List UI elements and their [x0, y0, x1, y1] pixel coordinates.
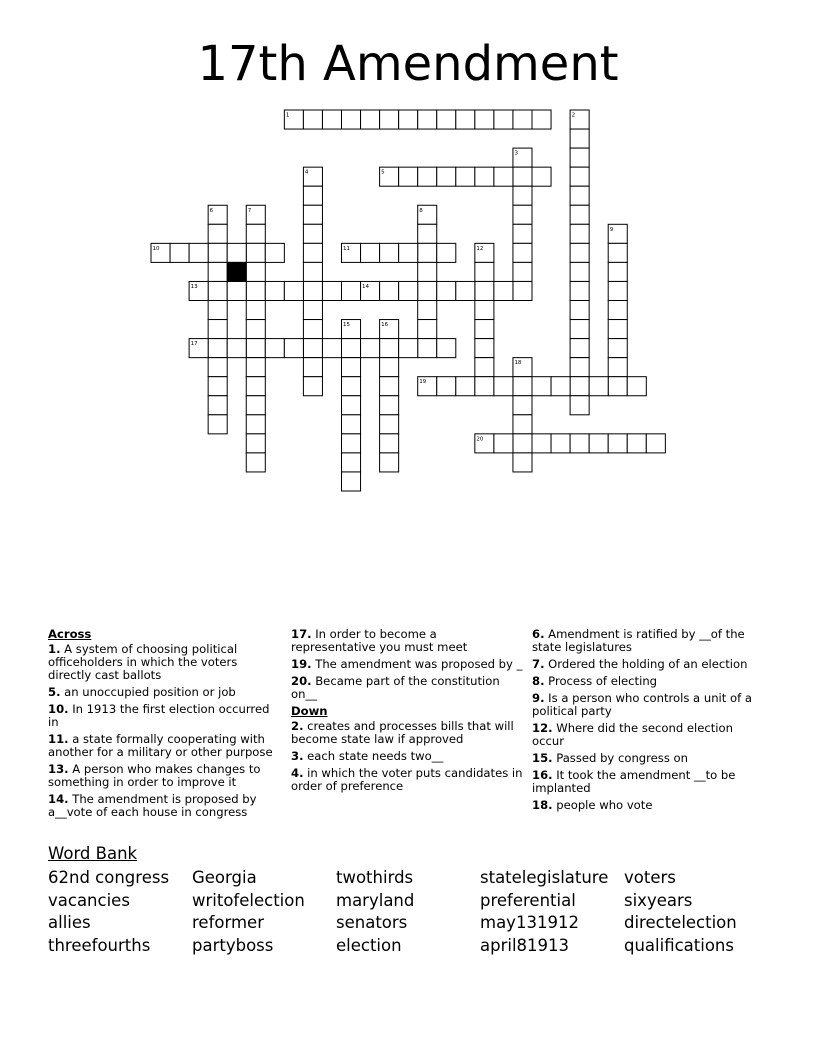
crossword-grid: [0, 0, 816, 500]
word-bank-item: may131912: [480, 913, 579, 933]
clue-number: 6: [209, 207, 214, 214]
grid-cell[interactable]: [380, 396, 399, 415]
grid-cell[interactable]: [513, 453, 532, 472]
clue-item: 1. A system of choosing political officeholders in which the voters directly cast ballots: [48, 642, 238, 682]
grid-cell[interactable]: [513, 377, 532, 396]
clue-number: 15: [343, 322, 350, 329]
grid-cell[interactable]: [380, 377, 399, 396]
grid-cell[interactable]: [208, 377, 227, 396]
clue-item: 4. in which the voter puts candidates in order of preference: [291, 766, 523, 793]
clue-number: 14: [362, 283, 370, 290]
grid-cell[interactable]: [418, 224, 437, 243]
grid-cell[interactable]: [513, 243, 532, 262]
grid-cell[interactable]: [513, 205, 532, 224]
clue-number: 10: [152, 245, 160, 252]
grid-cell[interactable]: [570, 358, 589, 377]
grid-cell[interactable]: [303, 186, 322, 205]
clue-number: 16: [381, 322, 389, 329]
grid-cell[interactable]: [608, 262, 627, 281]
word-bank-item: Georgia: [192, 868, 257, 887]
grid-cell[interactable]: [246, 415, 265, 434]
grid-cell[interactable]: [570, 434, 589, 453]
word-bank-item: vacancies: [48, 890, 130, 910]
grid-cell[interactable]: [551, 377, 570, 396]
grid-cell[interactable]: [322, 110, 341, 129]
grid-cell[interactable]: [532, 167, 551, 186]
grid-cell[interactable]: [513, 396, 532, 415]
grid-cell[interactable]: [494, 281, 513, 300]
clues-column-down: [532, 628, 768, 816]
clue-item: 11. a state formally cooperating with another for a military or other purpose: [48, 732, 273, 759]
clue-number: 19: [419, 379, 427, 386]
word-bank-item: voters: [624, 868, 676, 887]
down-heading: Down: [291, 704, 328, 718]
grid-cell[interactable]: [513, 262, 532, 281]
clue-item: 18. people who vote: [532, 798, 653, 812]
grid-cell[interactable]: [475, 262, 494, 281]
word-bank-item: twothirds: [336, 868, 414, 887]
clue-number: 17: [190, 341, 198, 348]
clue-item: 16. It took the amendment __to be implanted: [532, 768, 736, 795]
grid-cell[interactable]: [246, 301, 265, 320]
grid-cell[interactable]: [303, 262, 322, 281]
grid-cell[interactable]: [342, 434, 361, 453]
grid-cell[interactable]: [265, 339, 284, 358]
grid-cell[interactable]: [246, 453, 265, 472]
grid-cell[interactable]: [570, 281, 589, 300]
word-bank-item: maryland: [336, 890, 415, 910]
across-heading: Across: [48, 627, 92, 641]
clue-item: 17. In order to become a representative you must meet: [291, 627, 468, 654]
grid-cell[interactable]: [342, 453, 361, 472]
clue-number: 9: [609, 226, 614, 233]
grid-cell[interactable]: [246, 243, 265, 262]
grid-cell[interactable]: [342, 415, 361, 434]
grid-cell[interactable]: [513, 110, 532, 129]
grid-cell[interactable]: [532, 434, 551, 453]
grid-cell[interactable]: [437, 167, 456, 186]
word-bank: [48, 867, 788, 957]
grid-cell[interactable]: [456, 110, 475, 129]
grid-cell[interactable]: [570, 205, 589, 224]
grid-cell[interactable]: [532, 377, 551, 396]
clue-number: 2: [571, 112, 576, 119]
grid-cell[interactable]: [380, 415, 399, 434]
word-bank-item: writofelection: [192, 890, 305, 910]
grid-cell[interactable]: [475, 358, 494, 377]
grid-cell[interactable]: [570, 129, 589, 148]
grid-cell[interactable]: [322, 339, 341, 358]
grid-cell[interactable]: [361, 339, 380, 358]
word-bank-item: directelection: [624, 913, 737, 933]
clue-number: 18: [514, 360, 522, 367]
grid-cell[interactable]: [608, 377, 627, 396]
grid-cell[interactable]: [475, 281, 494, 300]
grid-cell[interactable]: [570, 339, 589, 358]
grid-cell[interactable]: [189, 243, 208, 262]
grid-cell[interactable]: [437, 339, 456, 358]
grid-cell[interactable]: [513, 224, 532, 243]
grid-cell[interactable]: [570, 148, 589, 167]
clue-item: 12. Where did the second election occur: [532, 721, 733, 748]
word-bank-item: qualifications: [624, 935, 734, 955]
grid-cell[interactable]: [437, 281, 456, 300]
grid-cell[interactable]: [380, 453, 399, 472]
grid-cell[interactable]: [208, 224, 227, 243]
clue-item: 9. Is a person who controls a unit of a political party: [532, 691, 752, 718]
clue-number: 13: [190, 283, 198, 290]
grid-cell[interactable]: [208, 396, 227, 415]
grid-cell[interactable]: [475, 110, 494, 129]
word-bank-item: reformer: [192, 913, 264, 933]
grid-cell[interactable]: [284, 339, 303, 358]
grid-cell[interactable]: [399, 243, 418, 262]
grid-cell[interactable]: [513, 281, 532, 300]
grid-cell[interactable]: [342, 339, 361, 358]
grid-cell[interactable]: [418, 339, 437, 358]
word-bank-item: sixyears: [624, 890, 693, 910]
clue-number: 1: [285, 112, 290, 119]
grid-cell[interactable]: [246, 339, 265, 358]
grid-cell[interactable]: [303, 110, 322, 129]
grid-cell[interactable]: [513, 434, 532, 453]
grid-cell[interactable]: [475, 167, 494, 186]
word-bank-item: senators: [336, 913, 408, 933]
grid-cell[interactable]: [475, 320, 494, 339]
grid-cell[interactable]: [418, 281, 437, 300]
grid-cell[interactable]: [380, 110, 399, 129]
grid-cell[interactable]: [570, 320, 589, 339]
grid-cell[interactable]: [589, 434, 608, 453]
grid-cell[interactable]: [608, 339, 627, 358]
grid-cell[interactable]: [399, 167, 418, 186]
clue-number: 5: [381, 169, 385, 176]
grid-cell[interactable]: [246, 377, 265, 396]
grid-cell[interactable]: [418, 262, 437, 281]
grid-cell[interactable]: [246, 224, 265, 243]
grid-cell[interactable]: [208, 262, 227, 281]
grid-cell[interactable]: [608, 320, 627, 339]
word-bank-title: Word Bank: [48, 844, 138, 863]
grid-cell[interactable]: [646, 434, 665, 453]
grid-cell[interactable]: [380, 281, 399, 300]
grid-cell[interactable]: [437, 243, 456, 262]
grid-cell[interactable]: [570, 224, 589, 243]
grid-cell[interactable]: [361, 110, 380, 129]
grid-cell[interactable]: [303, 281, 322, 300]
grid-cell[interactable]: [208, 243, 227, 262]
clue-number: 12: [476, 245, 484, 252]
clue-item: 13. A person who makes changes to something in order to improve it: [48, 762, 261, 789]
grid-cell[interactable]: [418, 320, 437, 339]
grid-cell[interactable]: [570, 377, 589, 396]
grid-cell[interactable]: [303, 301, 322, 320]
clues-column-middle: [291, 628, 523, 797]
grid-cell[interactable]: [608, 301, 627, 320]
grid-cell[interactable]: [513, 415, 532, 434]
word-bank-item: election: [336, 935, 402, 955]
grid-cell[interactable]: [208, 415, 227, 434]
grid-cell[interactable]: [303, 205, 322, 224]
grid-cell[interactable]: [494, 110, 513, 129]
grid-cell[interactable]: [608, 358, 627, 377]
grid-cell[interactable]: [342, 281, 361, 300]
grid-cell[interactable]: [227, 339, 246, 358]
grid-cell[interactable]: [418, 301, 437, 320]
clue-item: 8. Process of electing: [532, 674, 658, 688]
clue-item: 5. an unoccupied position or job: [48, 685, 236, 699]
word-bank-item: partyboss: [192, 935, 274, 955]
grid-cell[interactable]: [570, 301, 589, 320]
grid-cell[interactable]: [342, 396, 361, 415]
grid-cell[interactable]: [494, 377, 513, 396]
black-cell: [227, 262, 246, 281]
grid-cell[interactable]: [399, 110, 418, 129]
grid-cell[interactable]: [208, 339, 227, 358]
grid-cell[interactable]: [380, 339, 399, 358]
grid-cell[interactable]: [208, 320, 227, 339]
clue-item: 20. Became part of the constitution on__: [291, 674, 500, 701]
clues-column-across: [48, 628, 280, 823]
grid-cell[interactable]: [475, 377, 494, 396]
grid-cell[interactable]: [380, 434, 399, 453]
clue-item: 15. Passed by congress on: [532, 751, 688, 765]
grid-cell[interactable]: [246, 262, 265, 281]
grid-cell[interactable]: [418, 243, 437, 262]
grid-cell[interactable]: [532, 110, 551, 129]
grid-cell[interactable]: [265, 281, 284, 300]
grid-cell[interactable]: [208, 301, 227, 320]
grid-cell[interactable]: [303, 339, 322, 358]
grid-cell[interactable]: [303, 320, 322, 339]
grid-cell[interactable]: [570, 262, 589, 281]
grid-cell[interactable]: [246, 396, 265, 415]
grid-cell[interactable]: [227, 243, 246, 262]
grid-cell[interactable]: [399, 339, 418, 358]
grid-cell[interactable]: [227, 281, 246, 300]
grid-cell[interactable]: [246, 358, 265, 377]
grid-cell[interactable]: [570, 396, 589, 415]
grid-cell[interactable]: [246, 281, 265, 300]
grid-cell[interactable]: [361, 243, 380, 262]
grid-cell[interactable]: [437, 110, 456, 129]
grid-cell[interactable]: [608, 434, 627, 453]
grid-cell[interactable]: [513, 186, 532, 205]
word-bank-item: 62nd congress: [48, 868, 170, 887]
clue-item: 10. In 1913 the first election occurred in: [48, 702, 270, 729]
word-bank-item: statelegislature: [480, 868, 609, 887]
clue-number: 11: [343, 245, 350, 252]
grid-cell[interactable]: [303, 358, 322, 377]
grid-cell[interactable]: [475, 339, 494, 358]
grid-cell[interactable]: [475, 301, 494, 320]
grid-cell[interactable]: [589, 377, 608, 396]
grid-cell[interactable]: [551, 434, 570, 453]
clue-item: 19. The amendment was proposed by _: [291, 657, 523, 671]
grid-cell[interactable]: [570, 186, 589, 205]
grid-cell[interactable]: [494, 167, 513, 186]
grid-cell[interactable]: [265, 243, 284, 262]
grid-cell[interactable]: [418, 167, 437, 186]
word-bank-item: threefourths: [48, 935, 151, 955]
grid-cell[interactable]: [380, 243, 399, 262]
clue-number: 8: [419, 207, 423, 214]
word-bank-item: april81913: [480, 935, 570, 955]
grid-cell[interactable]: [246, 434, 265, 453]
grid-cell[interactable]: [342, 110, 361, 129]
clue-number: 4: [304, 169, 309, 176]
grid-cell[interactable]: [570, 167, 589, 186]
grid-cell[interactable]: [570, 243, 589, 262]
grid-cell[interactable]: [608, 243, 627, 262]
clue-item: 3. each state needs two__: [291, 749, 444, 763]
grid-cell[interactable]: [342, 358, 361, 377]
grid-cell[interactable]: [170, 243, 189, 262]
grid-cell[interactable]: [246, 320, 265, 339]
clue-number: 7: [247, 207, 252, 214]
grid-cell[interactable]: [342, 472, 361, 491]
clue-number: 20: [476, 436, 484, 443]
grid-cell[interactable]: [342, 377, 361, 396]
grid-cell[interactable]: [303, 243, 322, 262]
grid-cell[interactable]: [208, 281, 227, 300]
grid-cell[interactable]: [627, 377, 646, 396]
clue-number: 3: [514, 150, 518, 157]
grid-cell[interactable]: [608, 281, 627, 300]
grid-cell[interactable]: [322, 281, 341, 300]
grid-cell[interactable]: [513, 167, 532, 186]
word-bank-item: allies: [48, 913, 91, 933]
grid-cell[interactable]: [627, 434, 646, 453]
grid-cell[interactable]: [303, 224, 322, 243]
clue-item: 14. The amendment is proposed by a__vote of each house in congress: [48, 792, 257, 819]
grid-cell[interactable]: [284, 281, 303, 300]
word-bank-item: preferential: [480, 890, 576, 910]
clue-item: 6. Amendment is ratified by __of the state legislatures: [532, 627, 745, 654]
grid-cell[interactable]: [399, 281, 418, 300]
grid-cell[interactable]: [456, 377, 475, 396]
page-title: 17th Amendment: [197, 36, 619, 92]
grid-cell[interactable]: [303, 377, 322, 396]
clue-item: 7. Ordered the holding of an election: [532, 657, 748, 671]
grid-cell[interactable]: [494, 434, 513, 453]
grid-cell[interactable]: [456, 167, 475, 186]
grid-cell[interactable]: [380, 358, 399, 377]
grid-cell[interactable]: [418, 110, 437, 129]
grid-cell[interactable]: [456, 281, 475, 300]
grid-cell[interactable]: [437, 377, 456, 396]
grid-cell[interactable]: [208, 358, 227, 377]
clue-item: 2. creates and processes bills that will become state law if approved: [291, 719, 514, 746]
